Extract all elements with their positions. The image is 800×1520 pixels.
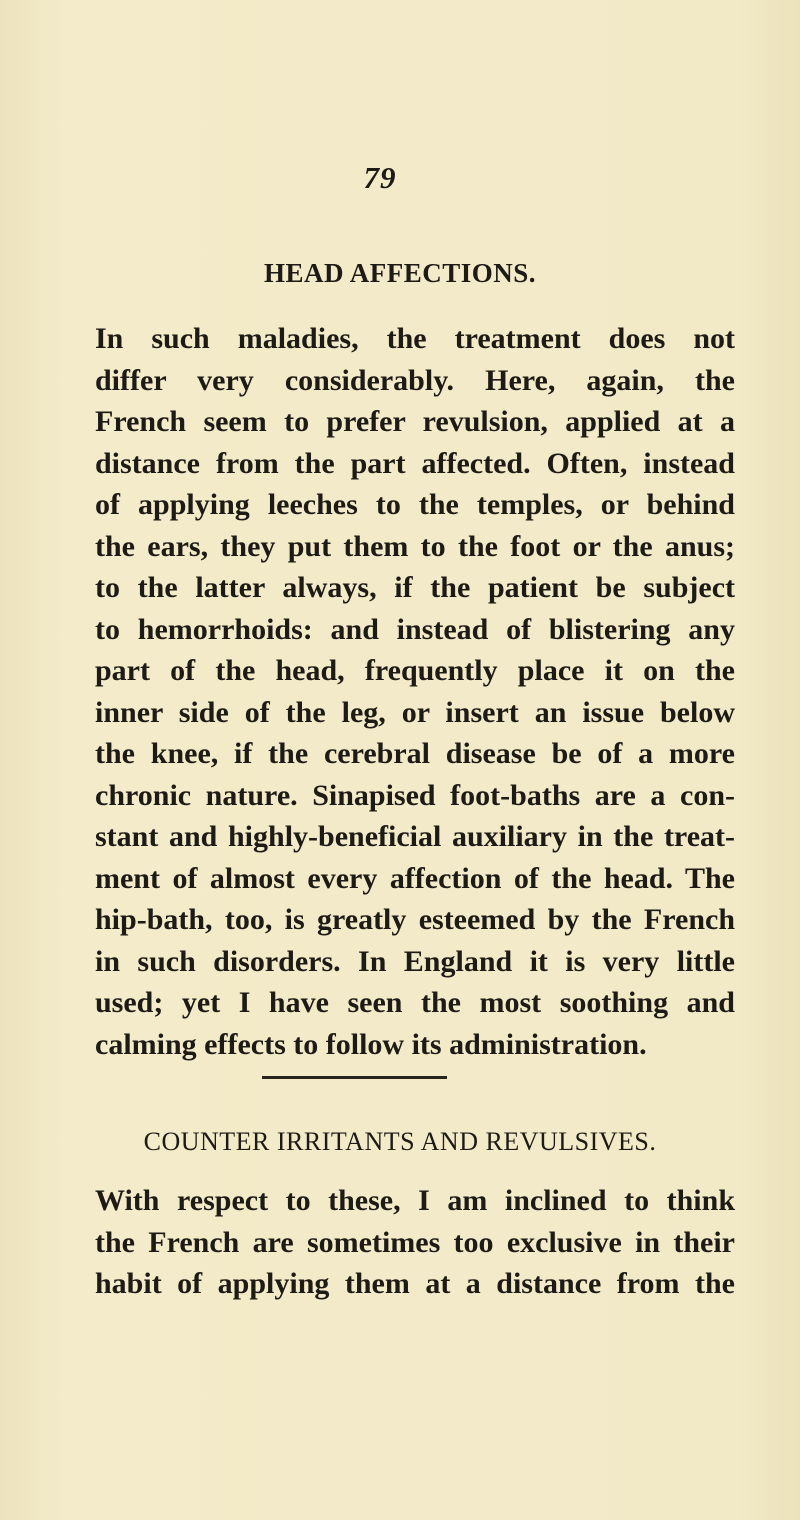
text-line: inner side of the leg, or insert an issue below [95,695,735,729]
text-line: used; yet I have seen the most soothing and [95,986,735,1019]
section-heading-head-affections: HEAD AFFECTIONS. [263,258,537,288]
text-line: With respect to these, I am inclined to think [95,1184,735,1217]
text-line: the knee, if the cerebral disease be of a more [95,737,735,770]
text-line: habit of applying them at a distance from the [95,1267,735,1300]
text-line: of applying leeches to the temples, or behind [95,488,735,521]
paragraph-head-affections [95,318,735,1065]
text-line: In such maladies, the treatment does not [95,322,735,355]
text-line: calming effects to follow its administration. [95,1027,647,1061]
text-line: ment of almost every affection of the head. The [95,861,735,895]
text-line: distance from the part affected. Often, instead [95,446,735,480]
text-line: French seem to prefer revulsion, applied at a [95,405,735,438]
text-line: in such disorders. In England it is very little [95,944,735,978]
text-line: differ very considerably. Here, again, the [95,363,735,397]
text-line: part of the head, frequently place it on the [95,654,735,687]
text-line: to the latter always, if the patient be subject [95,571,735,604]
text-line: the ears, they put them to the foot or the anus; [95,529,735,563]
section-heading-counter-irritants: COUNTER IRRITANTS AND REVULSIVES. [143,1127,657,1156]
text-line: stant and highly-beneficial auxiliary in the treat- [95,820,735,853]
text-line: chronic nature. Sinapised foot-baths are a con- [95,778,735,812]
section-divider [262,1076,447,1079]
text-line: hip-bath, too, is greatly esteemed by the French [95,903,735,936]
text-line: to hemorrhoids: and instead of blistering any [95,612,735,646]
text-line: the French are sometimes too exclusive in their [95,1225,735,1259]
page-number: 79 [363,160,397,195]
paragraph-counter-irritants [95,1180,735,1305]
